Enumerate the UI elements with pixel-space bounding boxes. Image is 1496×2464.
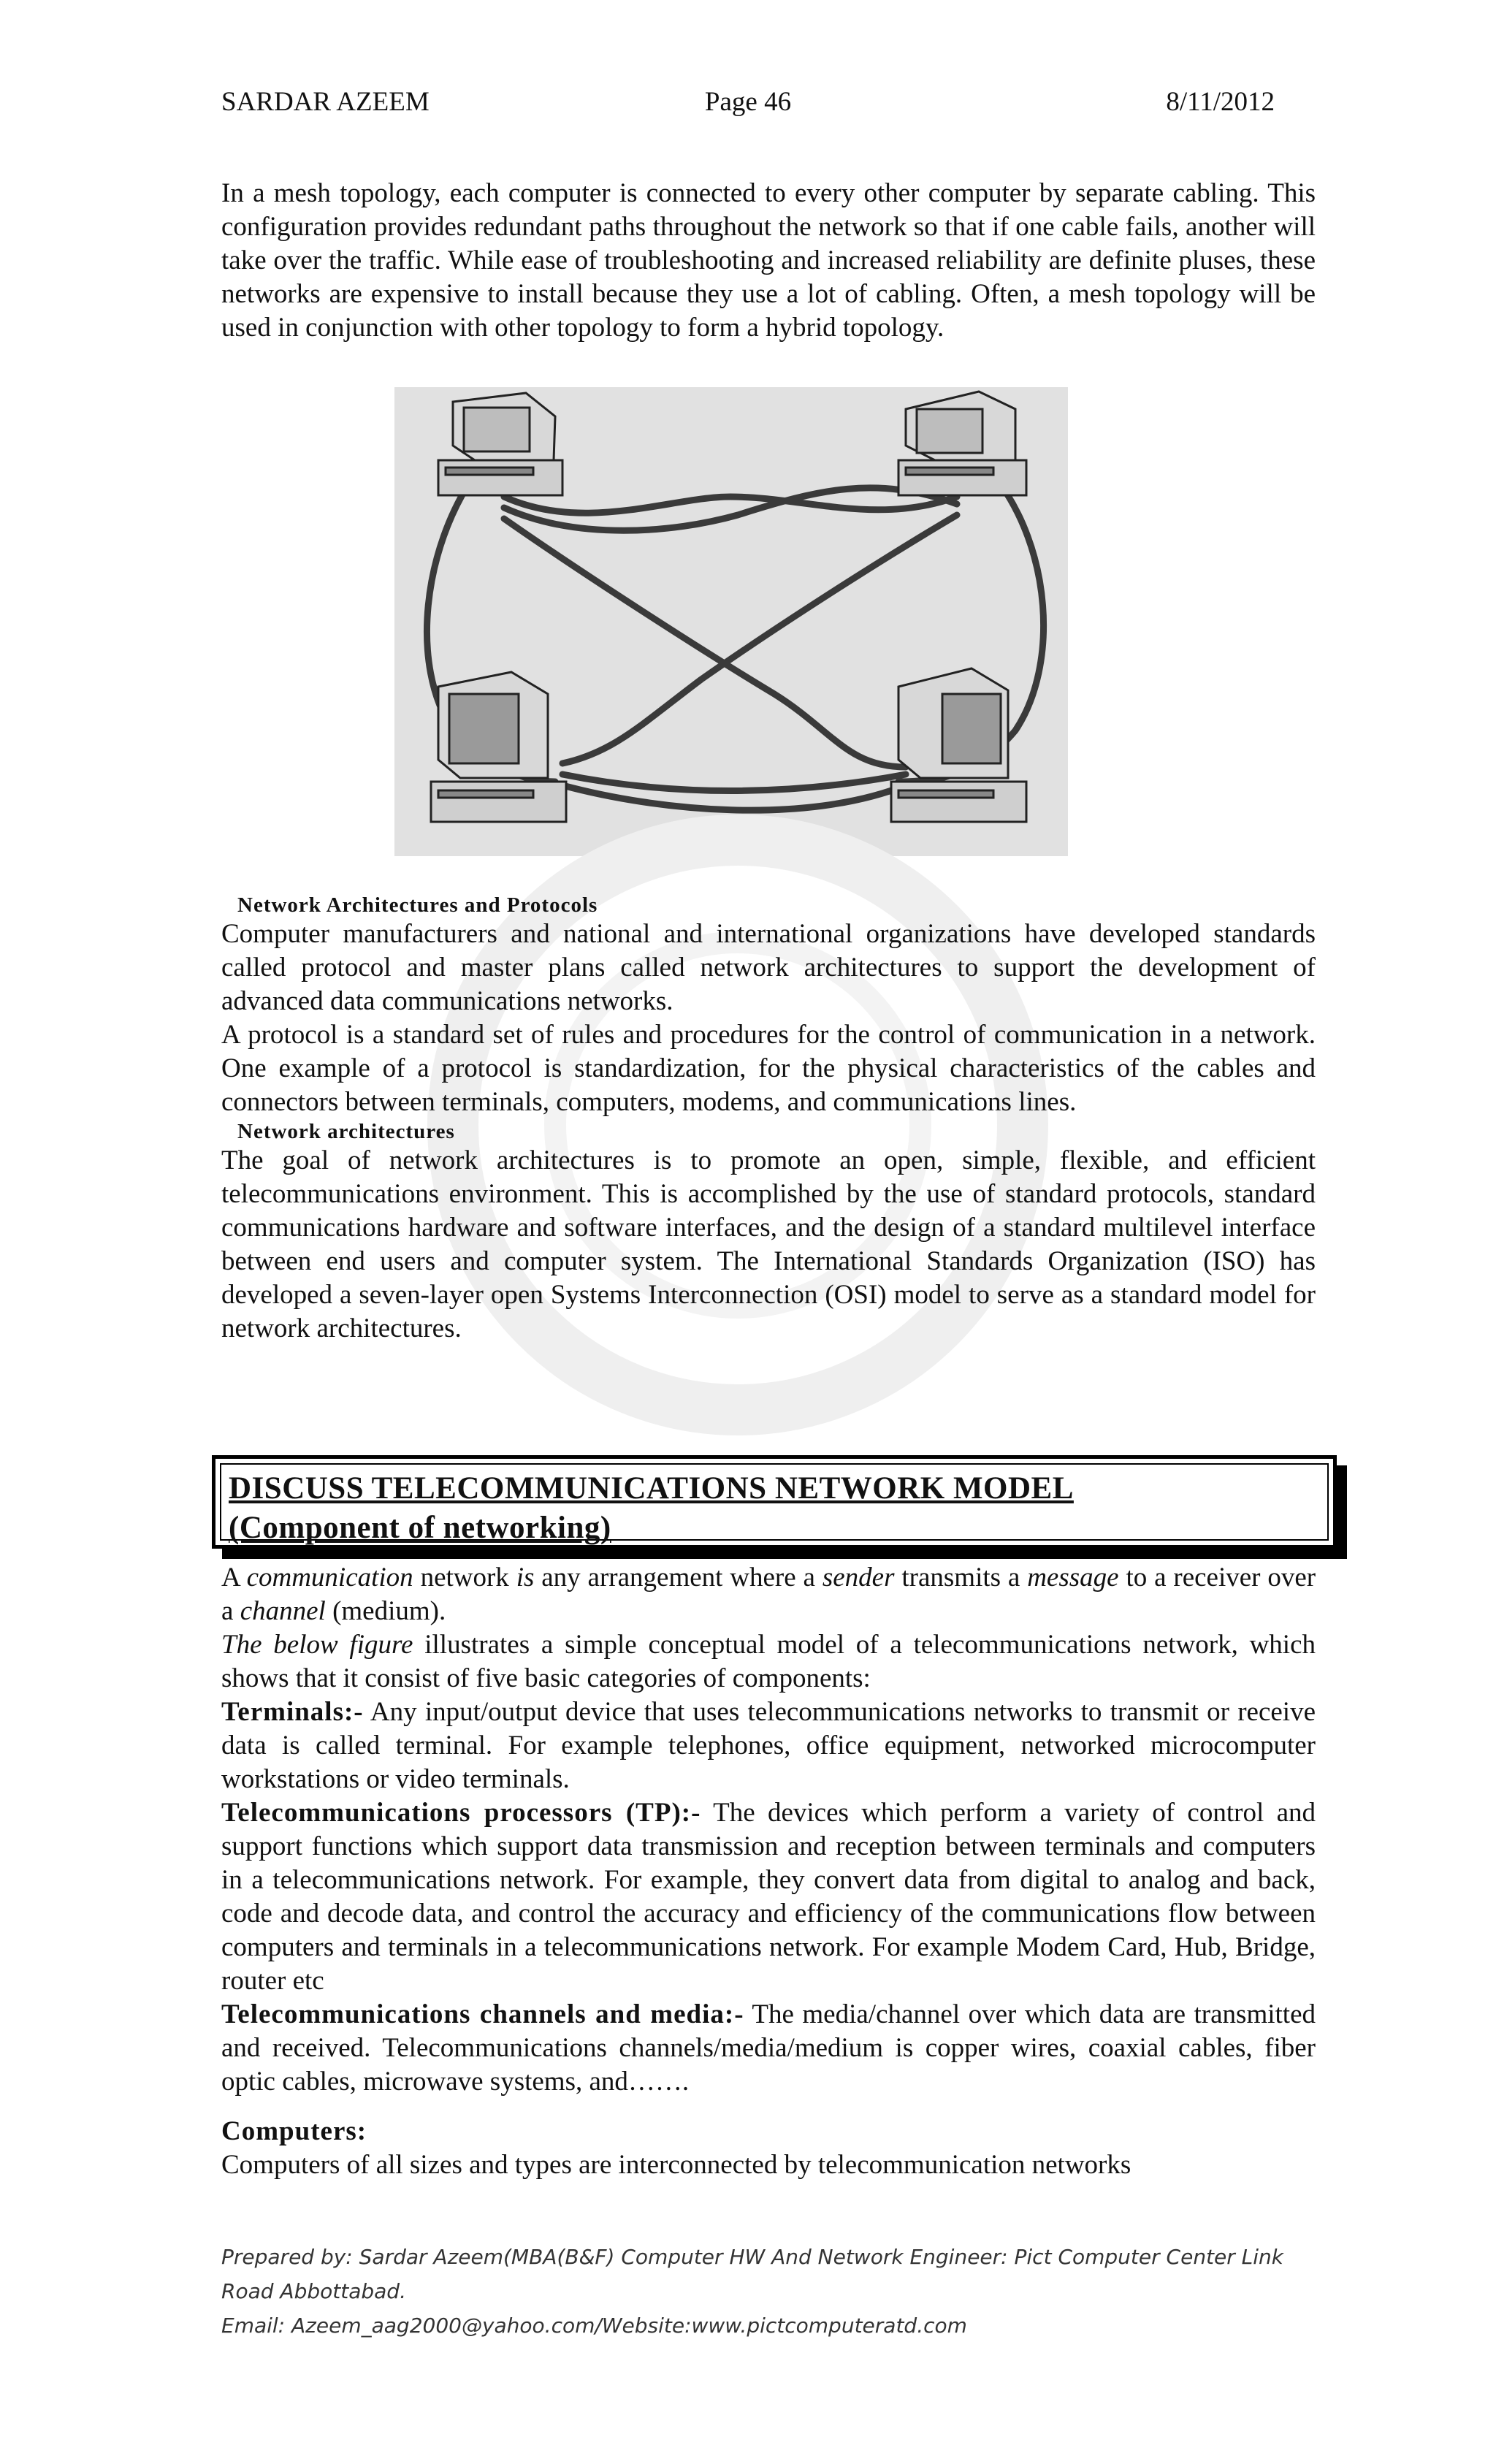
channels-text: The media/channel over which data are transmitted and received. Telecommunications channels/media/medium is copper wires, coaxial cables, fiber optic cables, microwave systems, and……. xyxy=(221,1999,1316,2097)
header-page-number: Page 46 xyxy=(704,87,792,117)
discuss-heading-box xyxy=(212,1455,1337,1549)
model-word: A xyxy=(221,1563,240,1593)
mesh-topology-figure xyxy=(394,387,1068,856)
model-figure-lead: The below figure xyxy=(221,1630,413,1660)
model-word: network xyxy=(420,1563,509,1593)
processors-label: Telecommunications processors (TP):- xyxy=(221,1798,701,1828)
model-figure-paragraph xyxy=(221,1628,1316,1696)
page-footer xyxy=(221,2240,1316,2343)
model-word-is: is xyxy=(516,1563,535,1593)
mesh-paragraph: In a mesh topology, each computer is connected to every other computer by separate cabling. This configuration provides redundant paths throughout the network so that if one cable fails, another will take over the traffic. While ease of troubleshooting and increased reliability are definite pluses, these networks are expensive to install because they use a lot of cabling. Often, a mesh topology will be used in conjunction with other topology to form a hybrid topology. xyxy=(221,178,1316,343)
terminals-paragraph xyxy=(221,1696,1316,1796)
model-intro-paragraph xyxy=(221,1561,1316,1628)
terminals-label: Terminals:- xyxy=(221,1697,364,1727)
page-header xyxy=(221,86,1275,123)
architectures-paragraph-1: Computer manufacturers and national and international organizations have developed standards called protocol and master plans called network architectures to support the development of advanced data communications networks. xyxy=(221,919,1316,1016)
discuss-title-line-1: DISCUSS TELECOMMUNICATIONS NETWORK MODEL xyxy=(229,1471,1074,1506)
terminals-text: Any input/output device that uses telecommunications networks to transmit or receive data is called terminal. For example telephones, office equipment, networked microcomputer workstations or video terminals. xyxy=(221,1697,1316,1794)
header-date: 8/11/2012 xyxy=(1166,87,1275,117)
processors-paragraph xyxy=(221,1796,1316,1998)
header-author: SARDAR AZEEM xyxy=(221,87,430,117)
computers-label: Computers: xyxy=(221,2116,367,2146)
model-word: (medium). xyxy=(332,1596,446,1626)
processors-text: The devices which perform a variety of control and support functions which support data transmission and reception between terminals and computers in a telecommunications network. For example, they convert data from digital to analog and back, code and decode data, and control the accuracy and efficiency of the communications flow between computers and terminals in a telecommunications network. For example Modem Card, Hub, Bridge, router etc xyxy=(221,1798,1316,1996)
telecom-model-section xyxy=(221,1561,1316,2182)
section-heading-architectures-protocols: Network Architectures and Protocols xyxy=(237,893,598,917)
architectures-paragraph-2: A protocol is a standard set of rules and procedures for the control of communication in a network. One example of a protocol is standardization, for the physical characteristics of the cables and connectors between terminals, computers, modems, and communications lines. xyxy=(221,1020,1316,1117)
section-heading-network-architectures: Network architectures xyxy=(237,1120,455,1143)
model-word-sender: sender xyxy=(822,1563,895,1593)
mesh-topology-computers-icon xyxy=(394,387,1068,856)
model-word-message: message xyxy=(1027,1563,1119,1593)
model-word-communication: communication xyxy=(246,1563,413,1593)
channels-paragraph xyxy=(221,1998,1316,2099)
network-architectures-paragraph: The goal of network architectures is to promote an open, simple, flexible, and efficient telecommunications environment. This is accomplished by the use of standard protocols, standard communications hardware and software interfaces, and the design of a standard multilevel interface between end users and computer system. The International Standards Organization (ISO) has developed a seven-layer open Systems Interconnection (OSI) model to serve as a standard model for network architectures. xyxy=(221,1145,1316,1343)
mesh-section xyxy=(221,177,1316,345)
model-word-channel: channel xyxy=(240,1596,326,1626)
discuss-heading-inner xyxy=(220,1463,1329,1545)
computers-label-line xyxy=(221,2115,1316,2148)
discuss-title-line-2: (Component of networking) xyxy=(229,1511,611,1545)
footer-contact: Email: Azeem_aag2000@yahoo.com/Website:www.pictcomputeratd.com xyxy=(221,2314,967,2338)
architectures-protocols-section xyxy=(221,893,1316,1346)
model-word: any arrangement where a xyxy=(541,1563,815,1593)
footer-prepared-by: Prepared by: Sardar Azeem(MBA(B&F) Computer HW And Network Engineer: Pict Computer Center Link Road Abbottabad. xyxy=(221,2245,1284,2303)
channels-label: Telecommunications channels and media:- xyxy=(221,1999,744,2029)
computers-paragraph: Computers of all sizes and types are interconnected by telecommunication networks xyxy=(221,2150,1131,2180)
model-word: to a receiver over a xyxy=(221,1563,1316,1626)
model-figure-text: illustrates a simple conceptual model of a telecommunications network, which shows that it consist of five basic categories of components: xyxy=(221,1630,1316,1693)
model-word: transmits a xyxy=(901,1563,1020,1593)
